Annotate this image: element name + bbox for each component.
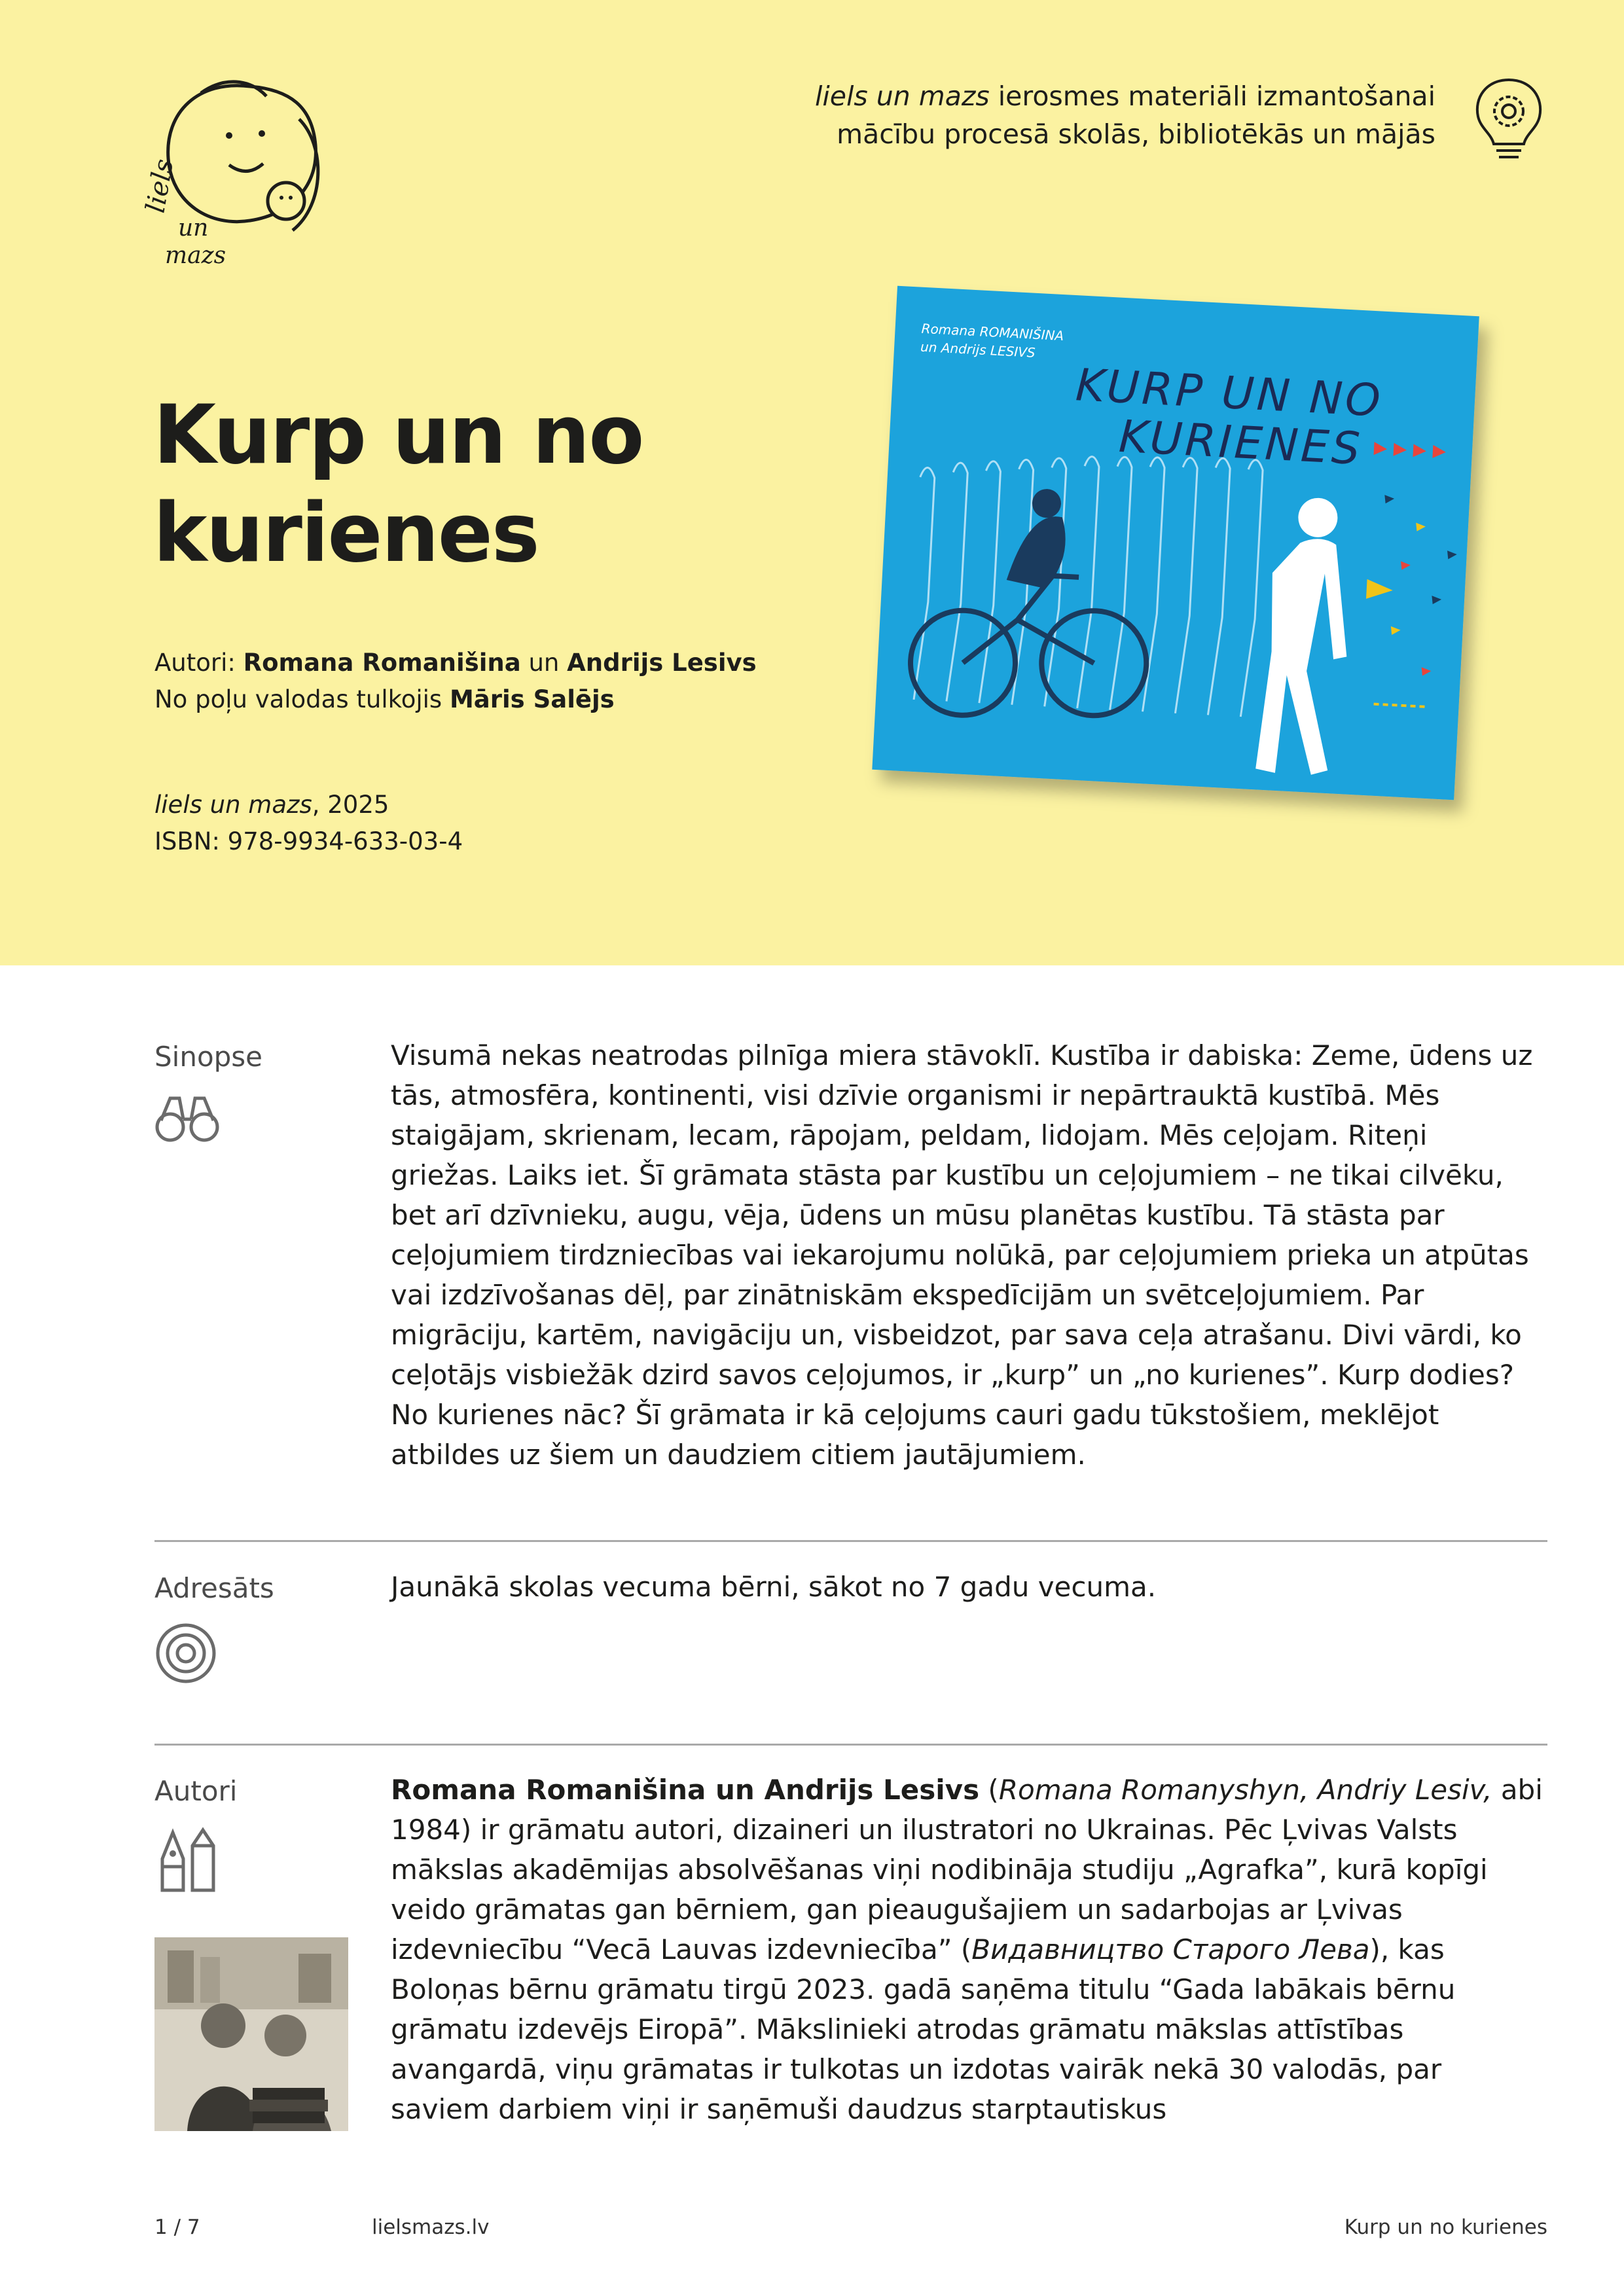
- logo-text-liels: liels: [140, 156, 180, 215]
- page-number: 1 / 7: [154, 2215, 200, 2239]
- audience-label: Adresāts: [154, 1572, 274, 1604]
- audience-text: Jaunākā skolas vecuma bērni, sākot no 7 gadu vecuma.: [391, 1571, 1157, 1603]
- publisher: liels un mazs: [154, 791, 312, 819]
- binoculars-icon: [154, 1093, 220, 1145]
- cover-authors-line1: Romana ROMANIŠINA: [921, 320, 1064, 344]
- tagline: [815, 77, 1435, 153]
- footer-book-title: Kurp un no kurienes: [1344, 2215, 1547, 2239]
- divider: [154, 1744, 1547, 1746]
- logo-text-un: un: [178, 215, 209, 242]
- tagline-line1: ierosmes materiāli izmantošanai: [989, 81, 1435, 112]
- authors-italic-publisher: Видавництво Старого Лева: [971, 1933, 1370, 1965]
- authors-photo: [154, 1937, 348, 2131]
- translator: Māris Salējs: [449, 685, 615, 713]
- tagline-line2: mācību procesā skolās, bibliotēkās un mājās: [837, 118, 1435, 150]
- authors-bold-lead: Romana Romanišina un Andrijs Lesivs: [391, 1774, 980, 1806]
- year: , 2025: [312, 791, 389, 819]
- publication-info: [154, 787, 463, 860]
- cover-authors-line2: un Andrijs LESIVS: [920, 338, 1036, 361]
- and-text: un: [520, 649, 568, 677]
- synopsis-label: Sinopse: [154, 1041, 263, 1073]
- lightbulb-gear-icon: [1466, 73, 1551, 165]
- author-2: Andrijs Lesivs: [567, 649, 757, 677]
- translator-label: No poļu valodas tulkojis: [154, 685, 450, 713]
- logo-text-mazs: mazs: [165, 242, 226, 269]
- authors-label: Autori:: [154, 649, 244, 677]
- website-link[interactable]: lielsmazs.lv: [372, 2215, 490, 2239]
- tagline-brand: liels un mazs: [814, 81, 990, 112]
- book-cover: [857, 275, 1506, 838]
- isbn: ISBN: 978-9934-633-03-4: [154, 827, 463, 855]
- cover-title-line1: KURP UN NO: [1074, 359, 1384, 427]
- divider: [154, 1540, 1547, 1542]
- liels-un-mazs-logo: [140, 73, 329, 270]
- pen-pencil-icon: [154, 1826, 220, 1892]
- synopsis-text: Visumā nekas neatrodas pilnīga miera stāvoklī. Kustība ir dabiska: Zeme, ūdens uz tās, atmosfēra, kontinenti, visi dzīvie organismi ir nepārtrauktā kustībā. Mēs staigājam, skrienam, lecam, rāpojam, peldam, lidojam. Mēs ceļojam. Riteņi griežas. Laiks iet. Šī grāmata stāsta par kustību un ceļojumiem – ne tikai cilvēku, bet arī dzīvnieku, augu, vēja, ūdens un mūsu planētas kustību. Tā stāsta par ceļojumiem tirdzniecības vai iekarojumu nolūkā, par ceļojumiem prieka un atpūtas vai izdzīvošanas dēļ, par zinātniskām ekspedīcijām un svētceļojumiem. Par migrāciju, kartēm, navigāciju un, visbeidzot, par sava ceļa atrašanu. Divi vārdi, ko ceļotājs visbiežāk dzird savos ceļojumos, ir „kurp” un „no kurienes”. Kurp dodies? No kurienes nāc? Šī grāmata ir kā ceļojums cauri gadu tūkstošiem, meklējot atbildes uz šiem un daudziem citiem jautājumiem.: [391, 1039, 1533, 1471]
- credits: [154, 645, 757, 718]
- page-title: Kurp un no kurienes: [153, 388, 643, 581]
- authors-text-part1: abi 1984) ir grāmatu autori, dizaineri un ilustratori no Ukrainas. Pēc Ļvivas Valsts mākslas akadēmijas absolvēšanas viņi nodibināja studiju „Agrafka”, kurā kopīgi veido grāmatas gan bērniem, gan pieaugušajiem un sadarbojas ar Ļvivas izdevniecību “Vecā Lauvas izdevniecība” (: [391, 1774, 1543, 1965]
- authors-text-part2: ), kas Boloņas bērnu grāmatu tirgū 2023. gadā saņēma titulu “Gada labākais bērnu grāmatu izdevējs Eiropā”. Mākslinieki atrodas grāmatu mākslas attīstības avangardā, viņu grāmatas ir tulkotas un izdotas vairāk nekā 30 valodās, par saviem darbiem viņi ir saņēmuši daudzus starptautiskus: [391, 1933, 1456, 2125]
- target-icon: [154, 1622, 217, 1685]
- authors-italic-names: Romana Romanyshyn, Andriy Lesiv,: [998, 1774, 1492, 1806]
- authors-section-label: Autori: [154, 1775, 238, 1807]
- cover-title-line2: KURIENES: [1117, 410, 1364, 476]
- authors-text: Romana Romanišina un Andrijs Lesivs (Romana Romanyshyn, Andriy Lesiv, abi 1984) ir grāmatu autori, dizaineri un ilustratori no Ukrainas. Pēc Ļvivas Valsts mākslas akadēmijas absolvēšanas viņi nodibināja studiju „Agrafka”, kurā kopīgi veido grāmatas gan bērniem, gan pieaugušajiem un sadarbojas ar Ļvivas izdevniecību “Vecā Lauvas izdevniecība” (Видавництво Старого Лева), kas Boloņas bērnu grāmatu tirgū 2023. gadā saņēma titulu “Gada labākais bērnu grāmatu izdevējs Eiropā”. Mākslinieki atrodas grāmatu mākslas attīstības avangardā, viņu grāmatas ir tulkotas un izdotas vairāk nekā 30 valodās, par saviem darbiem viņi ir saņēmuši daudzus starptautiskus: [391, 1774, 1543, 2125]
- author-1: Romana Romanišina: [243, 649, 521, 677]
